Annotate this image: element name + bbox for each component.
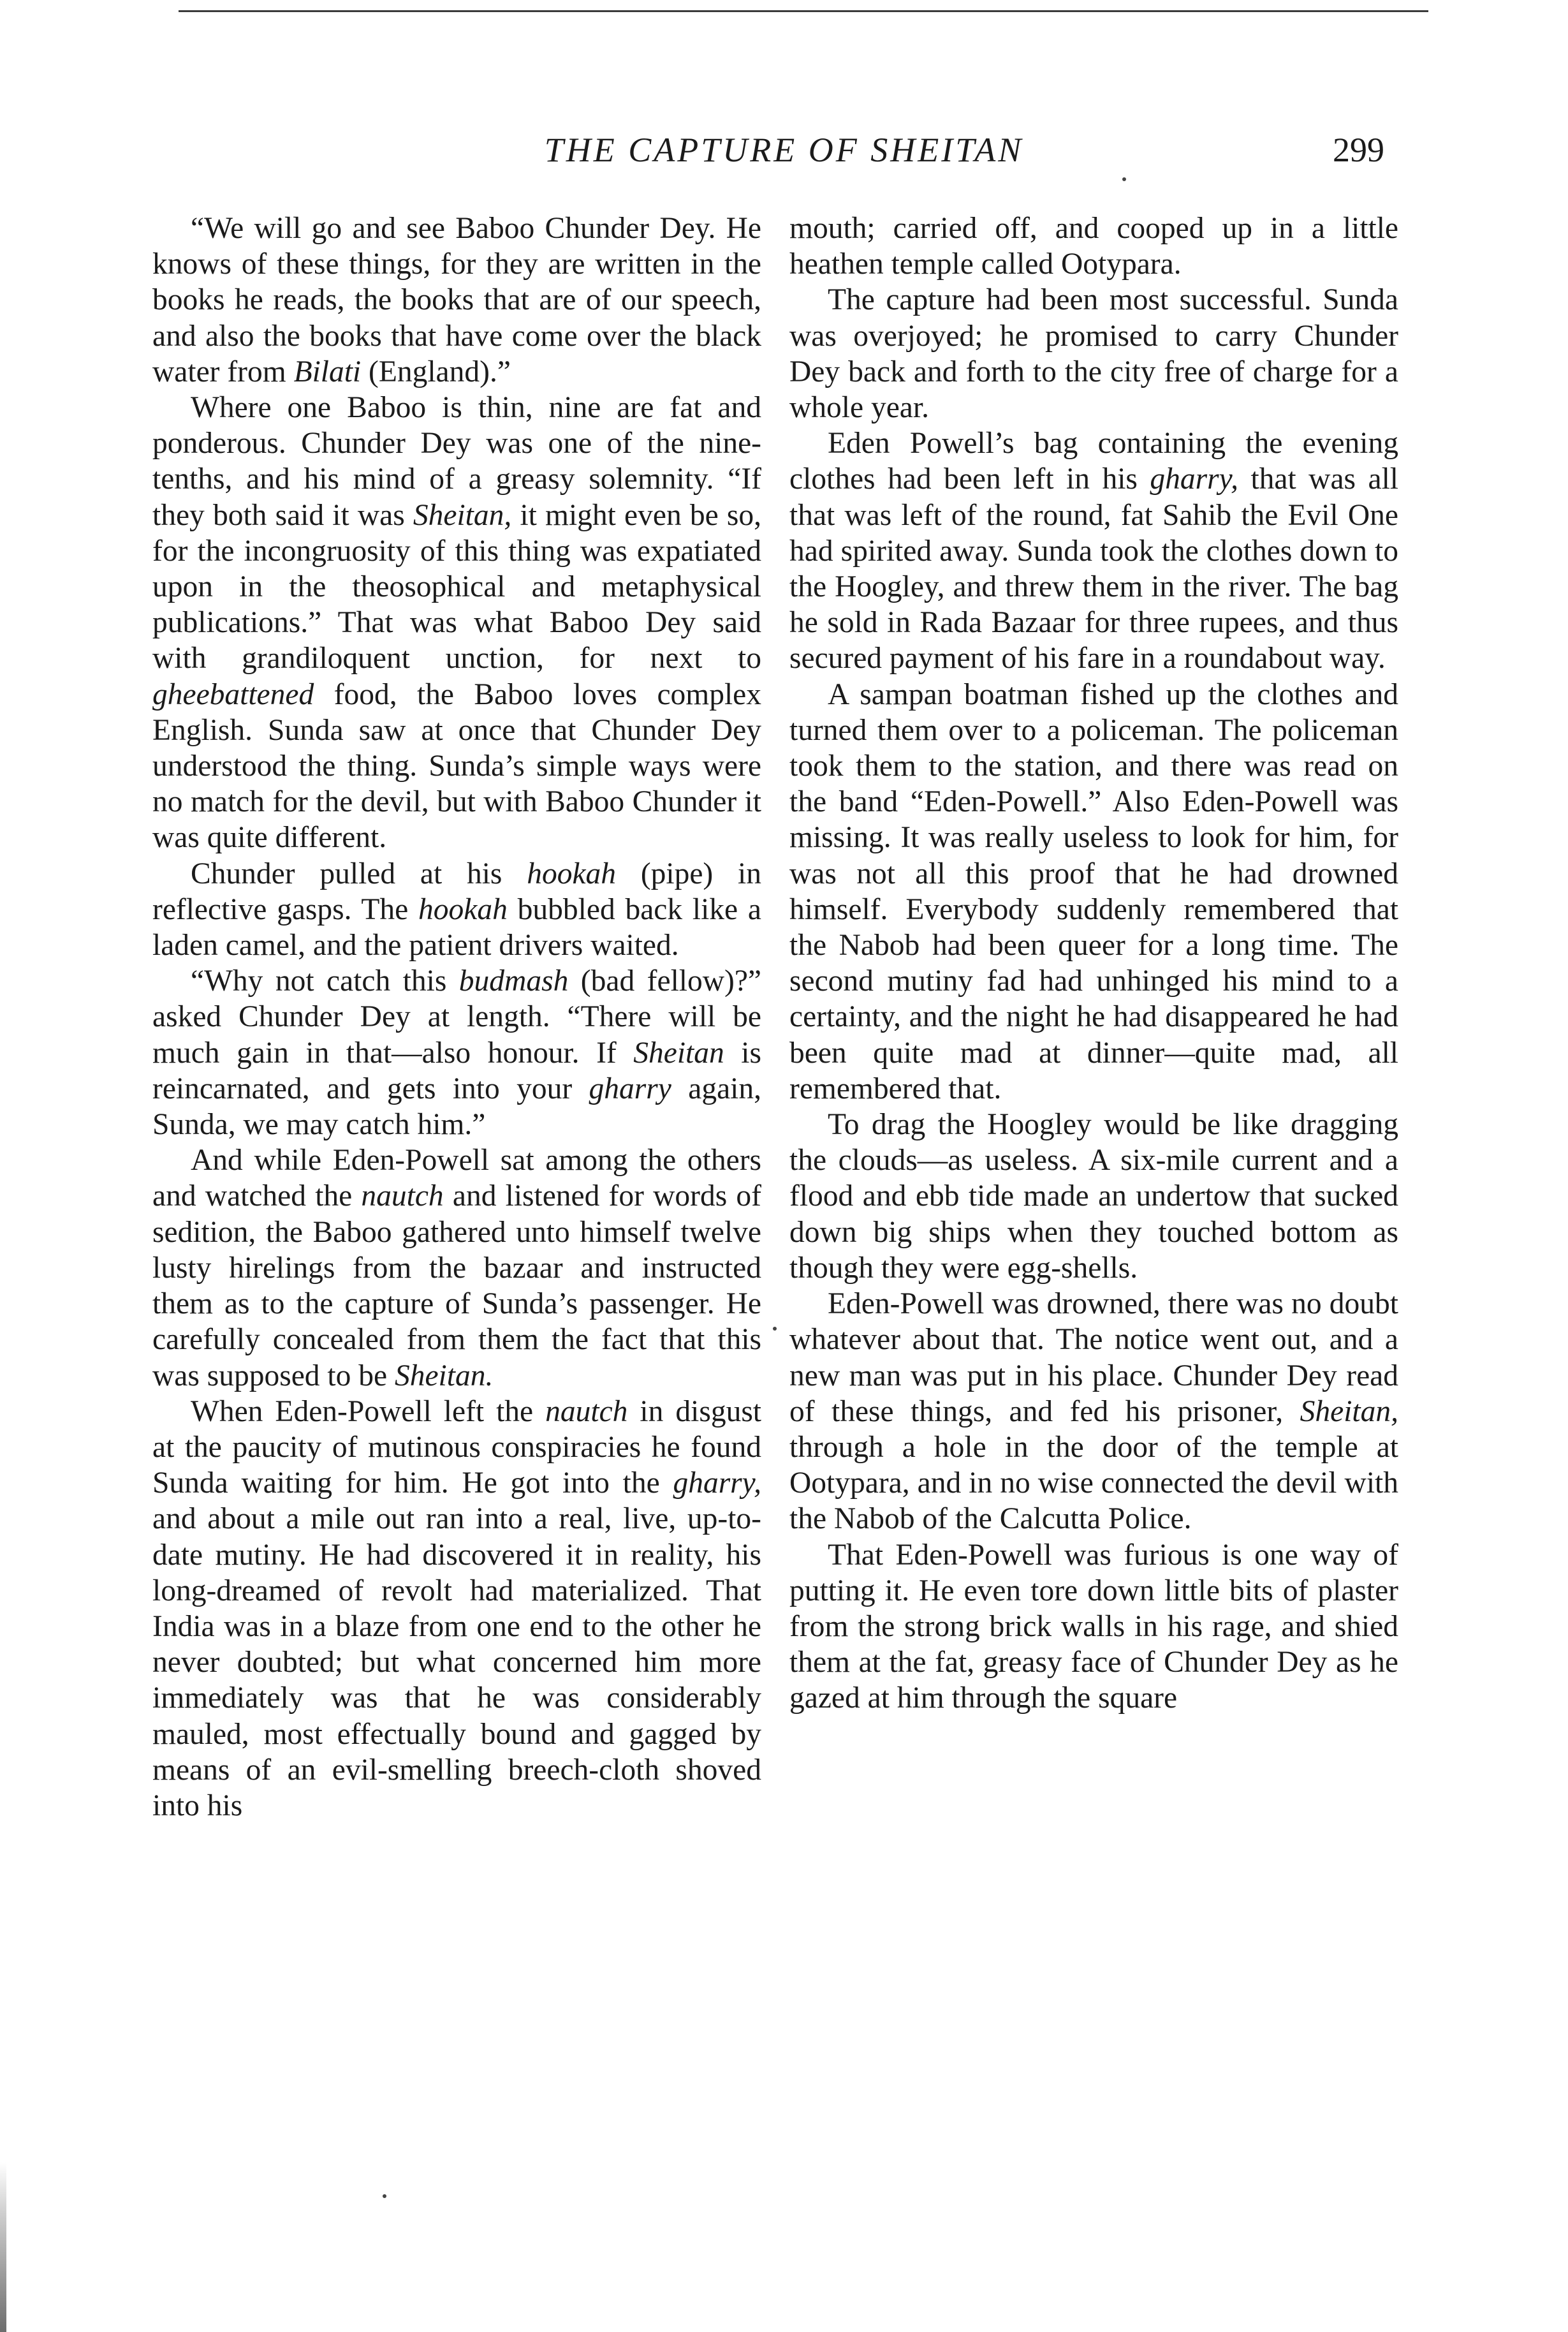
print-speck [773,1327,777,1331]
running-header [0,128,1568,172]
print-speck [383,2194,386,2198]
paragraph: And while Eden-Powell sat among the others and watched the nautch and listened for words of sedition, the Baboo gathered unto himself twelve lusty hirelings from the bazaar and instructed them as to the capture of Sunda’s passenger. He carefully concealed from them the fact that this was supposed to be Sheitan. [152,1144,761,1392]
paragraph: Chunder pulled at his hookah (pipe) in reflective gasps. The hookah bubbled back like a laden camel, and the patient drivers waited. [152,857,761,963]
top-rule [179,10,1428,12]
scan-edge-mark [0,2162,6,2332]
paragraph: Where one Baboo is thin, nine are fat and ponderous. Chunder Dey was one of the nine-tenths, and his mind of a greasy solemnity. “If they both said it was Sheitan, it might even be so, for the incongruosity of this thing was expatiated upon in the theosophical and metaphysical publications.” That was what Baboo Dey said with grandiloquent unction, for next to gheebattened food, the Baboo loves complex English. Sunda saw at once that Chunder Dey understood the thing. Sunda’s simple ways were no match for the devil, but with Baboo Chunder it was quite different. [152,391,761,855]
page-number: 299 [1333,131,1384,169]
paragraph: “Why not catch this budmash (bad fellow)?” asked Chunder Dey at length. “There will be much gain in that—also honour. If Sheitan is reincarnated, and gets into your gharry again, Sunda, we may catch him.” [152,964,762,1142]
paragraph: mouth; carried off, and cooped up in a little heathen temple called Ootypara. [789,212,1398,281]
paragraph: Eden-Powell was drowned, there was no doubt whatever about that. The notice went out, and a new man was put in his place. Chunder Dey read of these things, and fed his prisoner, Sheitan, through a hole in the door of the temple at Ootypara, and in no wise connected the devil with the Nabob of the Calcutta Police. [789,1287,1398,1536]
paragraph: The capture had been most successful. Sunda was overjoyed; he promised to carry Chunder Dey back and forth to the city free of charge for a whole year. [789,283,1398,425]
paragraph: When Eden-Powell left the nautch in disgust at the paucity of mutinous conspiracies he found Sunda waiting for him. He got into the gharry, and about a mile out ran into a real, live, up-to-date mutiny. He had discovered it in reality, his long-dreamed of revolt had materialized. That India was in a blaze from one end to the other he never doubted; but what concerned him more immediately was that he was considerably mauled, most effectually bound and gagged by means of an evil-smelling breech-cloth shoved into his [152,1394,761,1822]
paragraph: To drag the Hoogley would be like dragging the clouds—as useless. A six-mile current and a flood and ebb tide made an undertow that sucked down big ships when they touched bottom as though they were egg-shells. [789,1108,1398,1285]
print-speck [1122,177,1126,181]
right-column [789,210,1398,1716]
left-column [152,210,761,1824]
paragraph: “We will go and see Baboo Chunder Dey. He knows of these things, for they are written in the books he reads, the books that are of our speech, and also the books that have come over the black water from Bilati (England).” [152,212,761,388]
paragraph: Eden Powell’s bag containing the evening clothes had been left in his gharry, that was all that was left of the round, fat Sahib the Evil One had spirited away. Sunda took the clothes down to the Hoogley, and threw them in the river. The bag he sold in Rada Bazaar for three rupees, and thus secured payment of his fare in a roundabout way. [789,427,1399,675]
paragraph: That Eden-Powell was furious is one way of putting it. He even tore down little bits of plaster from the strong brick walls in his rage, and shied them at the fat, greasy face of Chunder Dey as he gazed at him through the square [789,1538,1398,1715]
running-title: THE CAPTURE OF SHEITAN [544,131,1024,169]
paragraph: A sampan boatman fished up the clothes and turned them over to a policeman. The policeman took them to the station, and there was read on the band “Eden-Powell.” Also Eden-Powell was missing. It was really useless to look for him, for was not all this proof that he had drowned himself. Everybody suddenly remembered that the Nabob had been queer for a long time. The second mutiny fad had unhinged his mind to a certainty, and the night he had disappeared he had been quite mad at dinner—quite mad, all remembered that. [789,677,1398,1105]
